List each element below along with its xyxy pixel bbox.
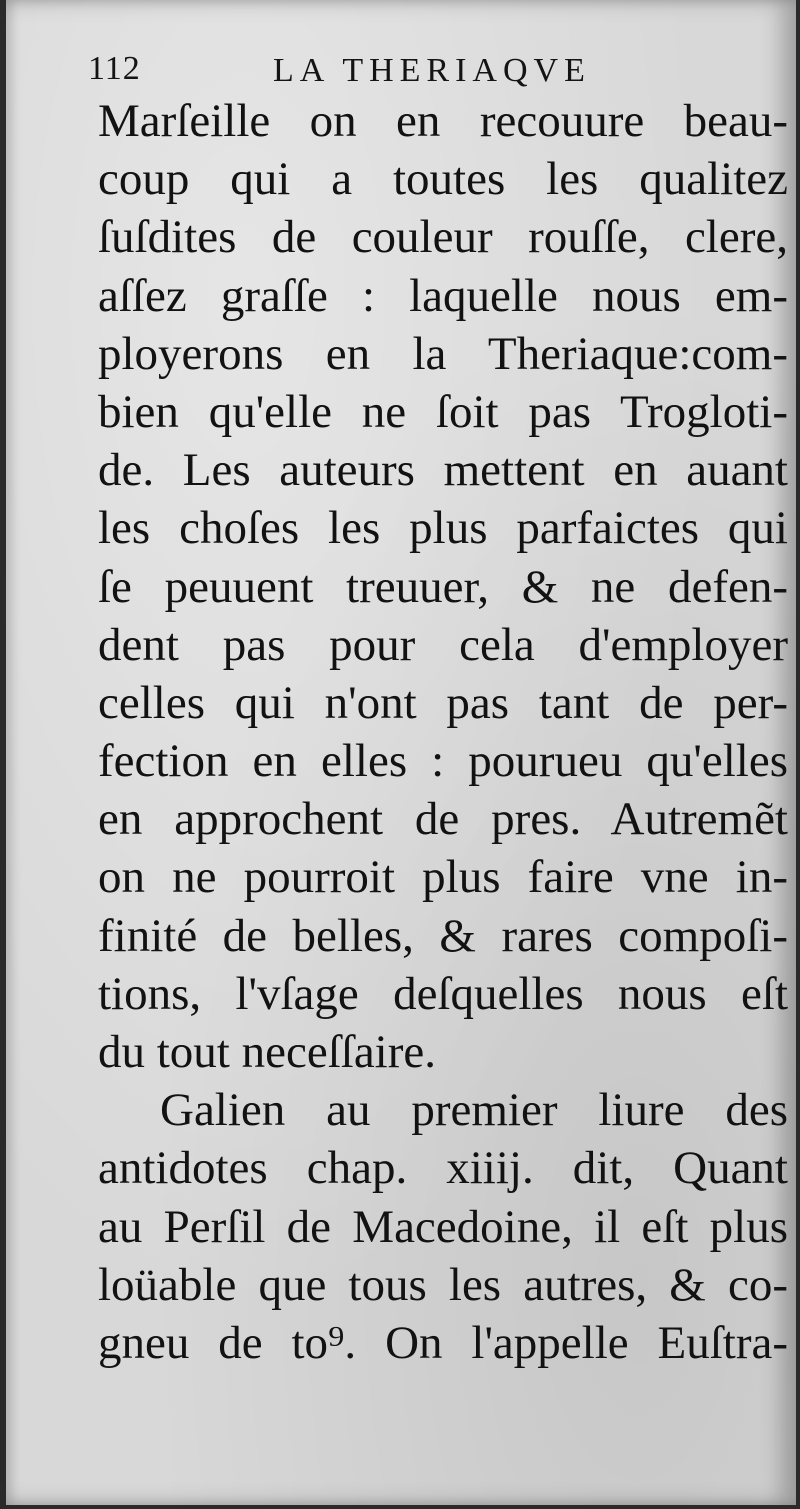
text-line: finité de belles, & rares compoſi-: [98, 909, 788, 962]
text-line: de. Les auteurs mettent en auant: [98, 444, 788, 497]
book-page: [6, 0, 796, 1505]
text-line: Marſeille on en recouure beau-: [98, 95, 788, 147]
page-number: 112: [88, 50, 141, 87]
text-line: celles qui n'ont pas tant de per-: [98, 676, 788, 729]
text-line: au Perſil de Macedoine, il eſt plus: [98, 1200, 788, 1253]
text-line: ſuſdites de couleur rouſſe, clere,: [98, 211, 788, 264]
text-line: dent pas pour cela d'employer: [98, 618, 788, 671]
text-line: gneu de to⁹. On l'appelle Euſtra-: [98, 1316, 788, 1369]
running-title: LA THERIAQVE: [273, 52, 591, 89]
text-line: du tout neceſſaire.: [98, 1026, 436, 1078]
text-line: fection en elles : pourueu qu'elles: [98, 735, 788, 788]
text-line: ployerons en la Theriaque:com-: [98, 327, 788, 380]
body-text: [98, 92, 788, 1372]
text-line: antidotes chap. xiiij. dit, Quant: [98, 1142, 788, 1195]
text-line: en approchent de pres. Autremẽt: [98, 793, 788, 846]
text-line: aſſez graſſe : laquelle nous em-: [98, 269, 788, 322]
text-line: tions, l'vſage deſquelles nous eſt: [98, 967, 788, 1020]
text-line: Galien au premier liure des: [160, 1084, 788, 1137]
text-line: bien qu'elle ne ſoit pas Trogloti-: [98, 385, 788, 438]
text-line: les choſes les plus parfaictes qui: [98, 502, 788, 555]
text-line: loüable que tous les autres, & co-: [98, 1258, 788, 1311]
text-line: coup qui a toutes les qualitez: [98, 153, 788, 206]
text-line: on ne pourroit plus faire vne in-: [98, 851, 788, 904]
text-line: ſe peuuent treuuer, & ne defen-: [98, 560, 788, 613]
